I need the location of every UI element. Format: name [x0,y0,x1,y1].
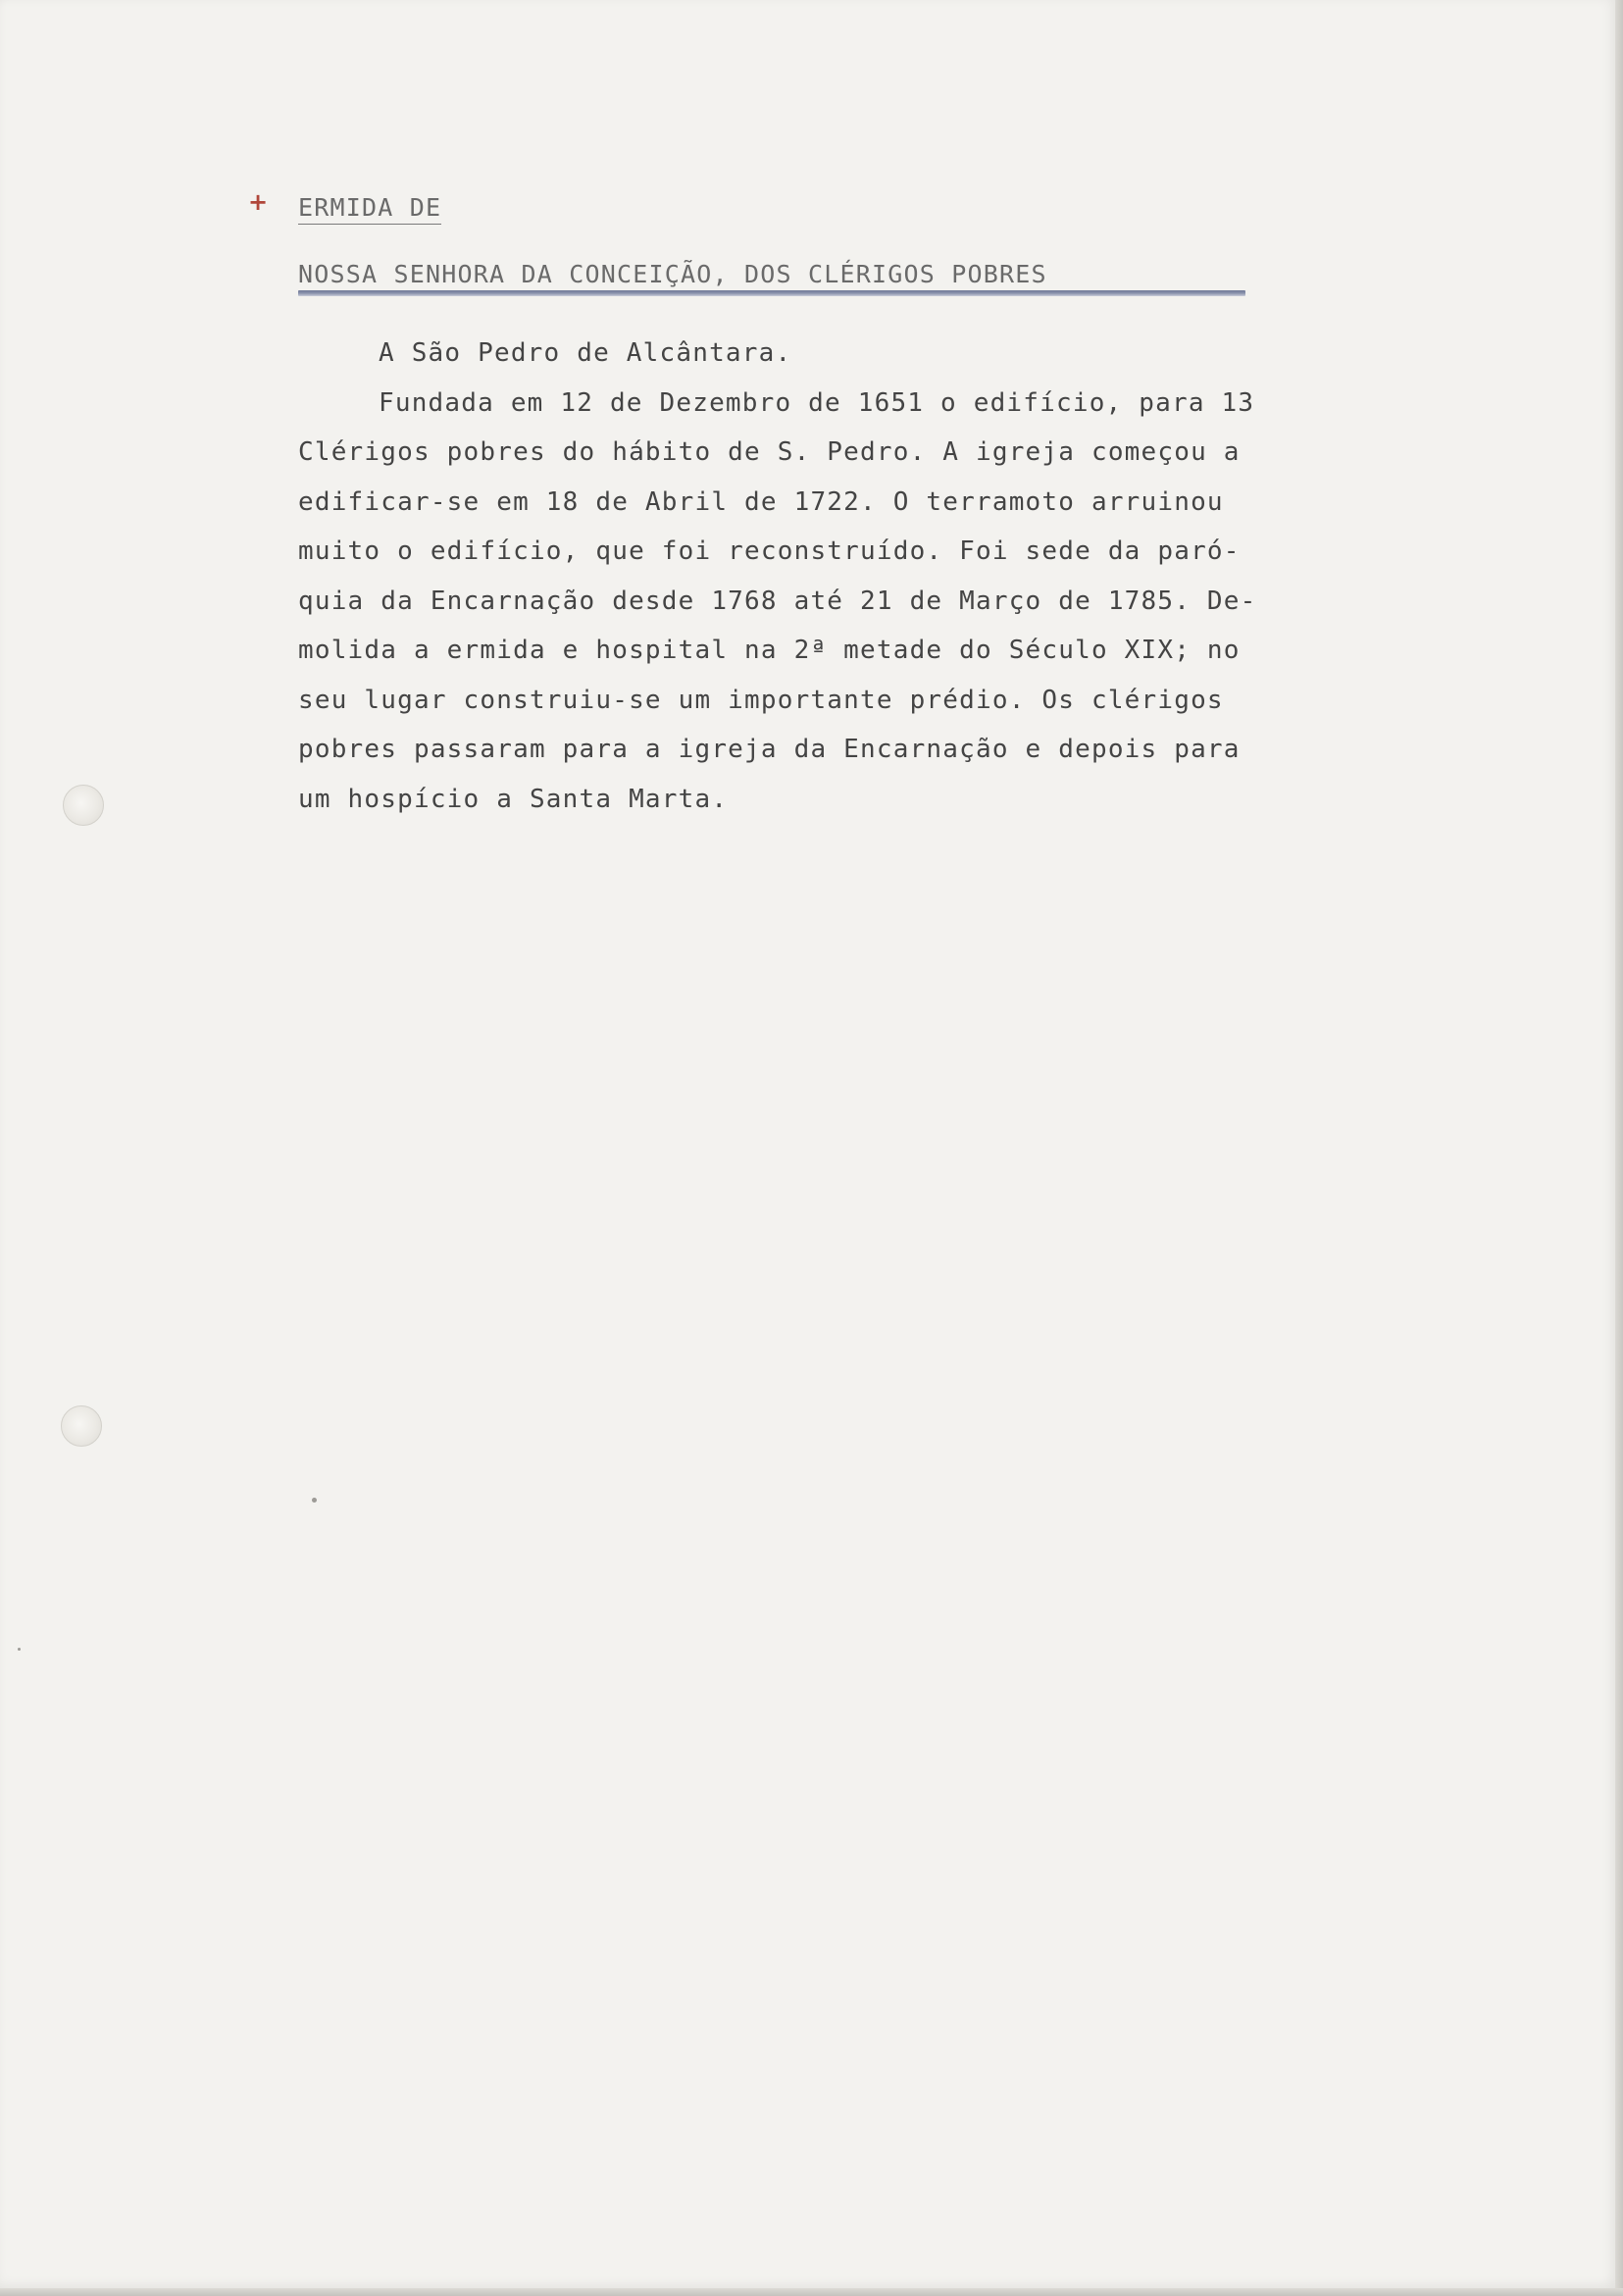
punch-hole-upper [63,785,104,826]
body-line: edificar-se em 18 de Abril de 1722. O terramoto arruinou [298,486,1224,517]
body-line: A São Pedro de Alcântara. [379,338,792,368]
body-line: quia da Encarnação desde 1768 até 21 de Março de 1785. De- [298,586,1257,616]
title-underline [298,290,1245,296]
paper-edge-right [1615,0,1623,2296]
document-title-line-1: ERMIDA DE [298,192,441,225]
paper-edge-bottom [0,2288,1623,2296]
body-line: Fundada em 12 de Dezembro de 1651 o edifício, para 13 [379,387,1255,418]
body-line: seu lugar construiu-se um importante prédio. Os clérigos [298,685,1224,715]
body-line: um hospício a Santa Marta. [298,784,729,814]
red-cross-mark: + [248,188,269,216]
body-line: muito o edifício, que foi reconstruído. Foi sede da paró- [298,536,1241,566]
document-body [298,329,1475,824]
paper-speck [312,1498,317,1503]
punch-hole-lower [61,1405,102,1447]
document-title-line-2: NOSSA SENHORA DA CONCEIÇÃO, DOS CLÉRIGOS POBRES [298,260,1047,288]
body-line: molida a ermida e hospital na 2ª metade do Século XIX; no [298,636,1241,665]
body-line: Clérigos pobres do hábito de S. Pedro. A igreja começou a [298,437,1241,467]
paper-speck [18,1648,21,1651]
body-line: pobres passaram para a igreja da Encarnação e depois para [298,735,1241,764]
